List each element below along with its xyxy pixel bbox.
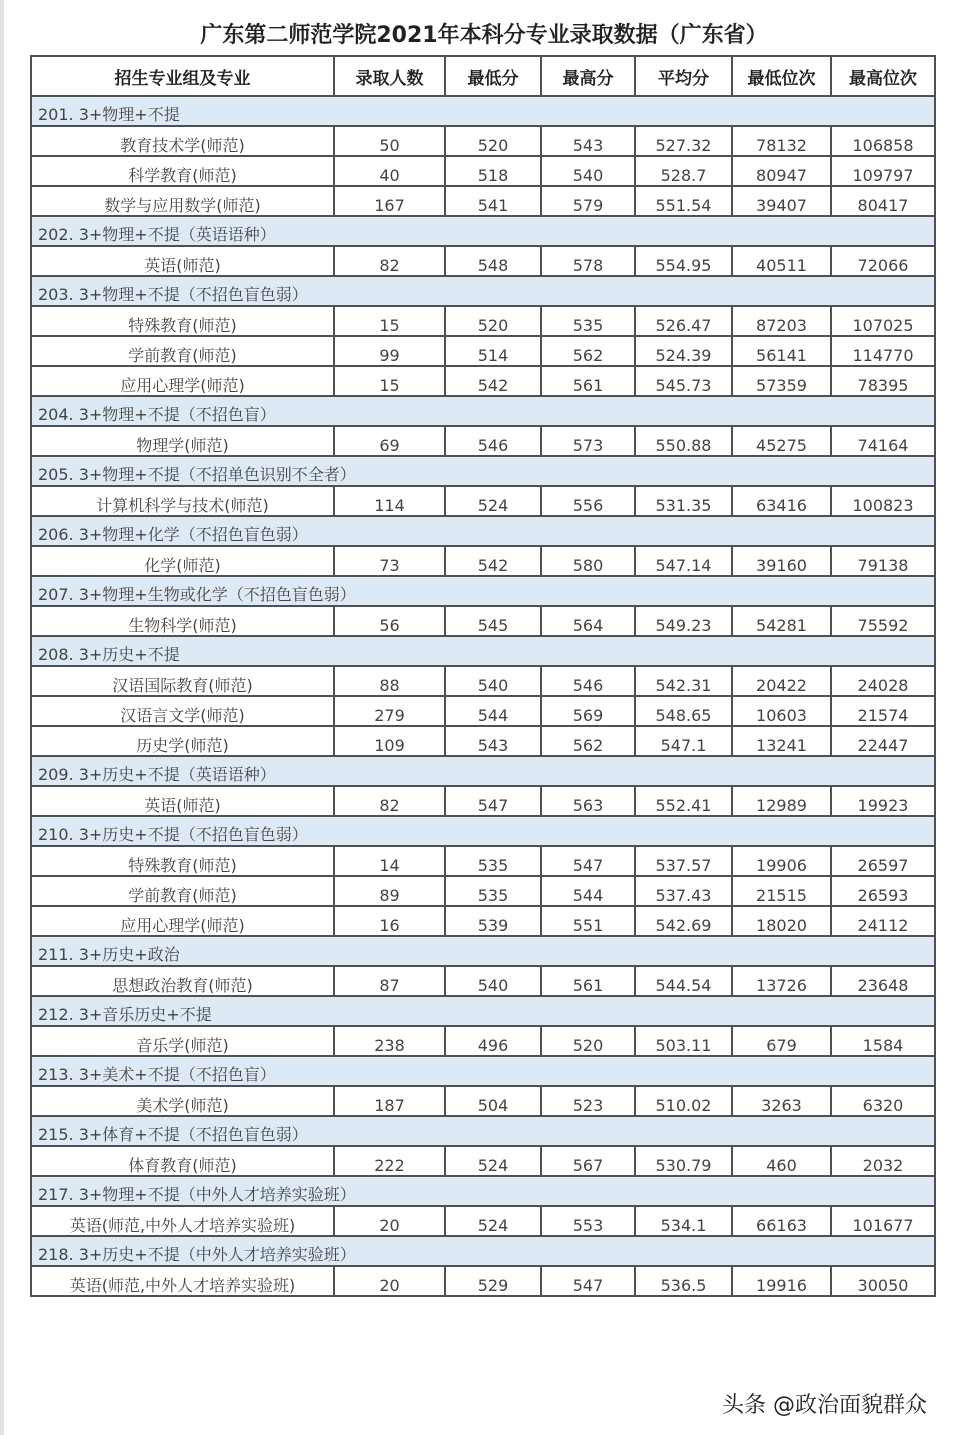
min-score-cell: 514 (445, 336, 541, 366)
group-row (31, 756, 935, 786)
max-score-cell: 535 (541, 306, 635, 336)
table-row (31, 1206, 935, 1236)
min-rank-cell: 87203 (732, 306, 831, 336)
max-rank-cell: 2032 (831, 1146, 935, 1176)
avg-score-cell: 524.39 (635, 336, 732, 366)
min-rank-cell: 19906 (732, 846, 831, 876)
table-row (31, 906, 935, 936)
column-header-min-score: 最低分 (445, 56, 541, 96)
group-row (31, 816, 935, 846)
min-score-cell: 518 (445, 156, 541, 186)
avg-score-cell: 552.41 (635, 786, 732, 816)
avg-score-cell: 510.02 (635, 1086, 732, 1116)
column-header-avg-score: 平均分 (635, 56, 732, 96)
admitted-count-cell: 187 (334, 1086, 445, 1116)
avg-score-cell: 548.65 (635, 696, 732, 726)
min-rank-cell: 39407 (732, 186, 831, 216)
max-rank-cell: 23648 (831, 966, 935, 996)
max-score-cell: 544 (541, 876, 635, 906)
major-name-cell: 历史学(师范) (31, 726, 334, 756)
min-rank-cell: 10603 (732, 696, 831, 726)
avg-score-cell: 503.11 (635, 1026, 732, 1056)
major-name-cell: 数学与应用数学(师范) (31, 186, 334, 216)
max-score-cell: 561 (541, 366, 635, 396)
major-name-cell: 计算机科学与技术(师范) (31, 486, 334, 516)
avg-score-cell: 551.54 (635, 186, 732, 216)
min-rank-cell: 18020 (732, 906, 831, 936)
admitted-count-cell: 73 (334, 546, 445, 576)
table-row (31, 426, 935, 456)
left-edge-border (0, 0, 4, 1435)
admitted-count-cell: 15 (334, 306, 445, 336)
max-score-cell: 562 (541, 726, 635, 756)
table-row (31, 1086, 935, 1116)
table-row (31, 846, 935, 876)
max-rank-cell: 75592 (831, 606, 935, 636)
min-rank-cell: 20422 (732, 666, 831, 696)
max-rank-cell: 22447 (831, 726, 935, 756)
table-row (31, 306, 935, 336)
table-row (31, 696, 935, 726)
min-score-cell: 539 (445, 906, 541, 936)
max-rank-cell: 30050 (831, 1266, 935, 1296)
max-rank-cell: 100823 (831, 486, 935, 516)
min-score-cell: 543 (445, 726, 541, 756)
avg-score-cell: 542.69 (635, 906, 732, 936)
avg-score-cell: 531.35 (635, 486, 732, 516)
table-body (31, 96, 935, 1296)
avg-score-cell: 526.47 (635, 306, 732, 336)
max-rank-cell: 101677 (831, 1206, 935, 1236)
admitted-count-cell: 20 (334, 1206, 445, 1236)
min-score-cell: 547 (445, 786, 541, 816)
max-score-cell: 547 (541, 1266, 635, 1296)
admitted-count-cell: 15 (334, 366, 445, 396)
min-rank-cell: 679 (732, 1026, 831, 1056)
group-row (31, 1116, 935, 1146)
avg-score-cell: 549.23 (635, 606, 732, 636)
table-row (31, 876, 935, 906)
group-label: 212. 3+音乐历史+不提 (31, 996, 935, 1026)
avg-score-cell: 537.57 (635, 846, 732, 876)
max-score-cell: 563 (541, 786, 635, 816)
major-name-cell: 化学(师范) (31, 546, 334, 576)
group-label: 211. 3+历史+政治 (31, 936, 935, 966)
max-score-cell: 580 (541, 546, 635, 576)
admitted-count-cell: 16 (334, 906, 445, 936)
avg-score-cell: 542.31 (635, 666, 732, 696)
min-score-cell: 535 (445, 876, 541, 906)
min-rank-cell: 80947 (732, 156, 831, 186)
min-score-cell: 524 (445, 486, 541, 516)
table-row (31, 156, 935, 186)
major-name-cell: 生物科学(师范) (31, 606, 334, 636)
max-rank-cell: 114770 (831, 336, 935, 366)
min-rank-cell: 54281 (732, 606, 831, 636)
column-header-min-rank: 最低位次 (732, 56, 831, 96)
major-name-cell: 英语(师范,中外人才培养实验班) (31, 1206, 334, 1236)
min-rank-cell: 19916 (732, 1266, 831, 1296)
table-row (31, 186, 935, 216)
max-score-cell: 569 (541, 696, 635, 726)
table-header-row (31, 56, 935, 96)
avg-score-cell: 530.79 (635, 1146, 732, 1176)
avg-score-cell: 547.1 (635, 726, 732, 756)
group-label: 207. 3+物理+生物或化学（不招色盲色弱） (31, 576, 935, 606)
min-score-cell: 540 (445, 666, 541, 696)
min-score-cell: 548 (445, 246, 541, 276)
group-label: 201. 3+物理+不提 (31, 96, 935, 126)
group-label: 210. 3+历史+不提（不招色盲色弱） (31, 816, 935, 846)
column-header-major: 招生专业组及专业 (31, 56, 334, 96)
table-row (31, 1146, 935, 1176)
max-rank-cell: 79138 (831, 546, 935, 576)
min-rank-cell: 12989 (732, 786, 831, 816)
min-score-cell: 540 (445, 966, 541, 996)
column-header-max-rank: 最高位次 (831, 56, 935, 96)
major-name-cell: 汉语言文学(师范) (31, 696, 334, 726)
group-label: 213. 3+美术+不提（不招色盲） (31, 1056, 935, 1086)
max-score-cell: 556 (541, 486, 635, 516)
max-rank-cell: 26597 (831, 846, 935, 876)
min-score-cell: 535 (445, 846, 541, 876)
max-rank-cell: 19923 (831, 786, 935, 816)
major-name-cell: 汉语国际教育(师范) (31, 666, 334, 696)
admitted-count-cell: 279 (334, 696, 445, 726)
max-score-cell: 520 (541, 1026, 635, 1056)
group-label: 218. 3+历史+不提（中外人才培养实验班） (31, 1236, 935, 1266)
major-name-cell: 学前教育(师范) (31, 336, 334, 366)
table-row (31, 1266, 935, 1296)
avg-score-cell: 550.88 (635, 426, 732, 456)
min-score-cell: 496 (445, 1026, 541, 1056)
max-rank-cell: 26593 (831, 876, 935, 906)
group-row (31, 396, 935, 426)
min-rank-cell: 39160 (732, 546, 831, 576)
max-rank-cell: 109797 (831, 156, 935, 186)
min-rank-cell: 3263 (732, 1086, 831, 1116)
max-score-cell: 579 (541, 186, 635, 216)
admitted-count-cell: 40 (334, 156, 445, 186)
group-label: 209. 3+历史+不提（英语语种） (31, 756, 935, 786)
max-rank-cell: 72066 (831, 246, 935, 276)
admitted-count-cell: 114 (334, 486, 445, 516)
group-row (31, 1236, 935, 1266)
min-rank-cell: 57359 (732, 366, 831, 396)
min-rank-cell: 66163 (732, 1206, 831, 1236)
group-label: 217. 3+物理+不提（中外人才培养实验班） (31, 1176, 935, 1206)
max-score-cell: 573 (541, 426, 635, 456)
table-row (31, 126, 935, 156)
major-name-cell: 特殊教育(师范) (31, 846, 334, 876)
major-name-cell: 应用心理学(师范) (31, 906, 334, 936)
max-rank-cell: 21574 (831, 696, 935, 726)
min-rank-cell: 460 (732, 1146, 831, 1176)
group-label: 208. 3+历史+不提 (31, 636, 935, 666)
group-row (31, 516, 935, 546)
avg-score-cell: 547.14 (635, 546, 732, 576)
max-rank-cell: 107025 (831, 306, 935, 336)
max-score-cell: 561 (541, 966, 635, 996)
table-row (31, 1026, 935, 1056)
group-row (31, 216, 935, 246)
group-label: 215. 3+体育+不提（不招色盲色弱） (31, 1116, 935, 1146)
column-header-admitted: 录取人数 (334, 56, 445, 96)
group-row (31, 1176, 935, 1206)
avg-score-cell: 554.95 (635, 246, 732, 276)
min-rank-cell: 63416 (732, 486, 831, 516)
major-name-cell: 特殊教育(师范) (31, 306, 334, 336)
major-name-cell: 科学教育(师范) (31, 156, 334, 186)
table-row (31, 246, 935, 276)
admitted-count-cell: 69 (334, 426, 445, 456)
group-row (31, 636, 935, 666)
max-rank-cell: 80417 (831, 186, 935, 216)
min-rank-cell: 45275 (732, 426, 831, 456)
major-name-cell: 美术学(师范) (31, 1086, 334, 1116)
admitted-count-cell: 14 (334, 846, 445, 876)
max-score-cell: 564 (541, 606, 635, 636)
avg-score-cell: 528.7 (635, 156, 732, 186)
min-score-cell: 544 (445, 696, 541, 726)
min-rank-cell: 13241 (732, 726, 831, 756)
max-score-cell: 540 (541, 156, 635, 186)
major-name-cell: 应用心理学(师范) (31, 366, 334, 396)
min-rank-cell: 78132 (732, 126, 831, 156)
min-score-cell: 529 (445, 1266, 541, 1296)
max-score-cell: 553 (541, 1206, 635, 1236)
group-row (31, 276, 935, 306)
min-score-cell: 504 (445, 1086, 541, 1116)
max-score-cell: 551 (541, 906, 635, 936)
min-score-cell: 542 (445, 366, 541, 396)
min-score-cell: 520 (445, 126, 541, 156)
admitted-count-cell: 82 (334, 246, 445, 276)
min-rank-cell: 13726 (732, 966, 831, 996)
group-row (31, 1056, 935, 1086)
table-row (31, 786, 935, 816)
admitted-count-cell: 20 (334, 1266, 445, 1296)
table-row (31, 666, 935, 696)
avg-score-cell: 544.54 (635, 966, 732, 996)
major-name-cell: 教育技术学(师范) (31, 126, 334, 156)
max-rank-cell: 6320 (831, 1086, 935, 1116)
column-header-max-score: 最高分 (541, 56, 635, 96)
max-score-cell: 567 (541, 1146, 635, 1176)
max-score-cell: 543 (541, 126, 635, 156)
max-rank-cell: 24112 (831, 906, 935, 936)
major-name-cell: 物理学(师范) (31, 426, 334, 456)
major-name-cell: 英语(师范) (31, 786, 334, 816)
min-score-cell: 545 (445, 606, 541, 636)
page-title: 广东第二师范学院2021年本科分专业录取数据（广东省） (200, 23, 768, 48)
table-row (31, 606, 935, 636)
table-row (31, 486, 935, 516)
admitted-count-cell: 87 (334, 966, 445, 996)
admitted-count-cell: 82 (334, 786, 445, 816)
table-row (31, 546, 935, 576)
admitted-count-cell: 50 (334, 126, 445, 156)
avg-score-cell: 534.1 (635, 1206, 732, 1236)
table-row (31, 336, 935, 366)
group-row (31, 96, 935, 126)
max-rank-cell: 1584 (831, 1026, 935, 1056)
major-name-cell: 思想政治教育(师范) (31, 966, 334, 996)
admitted-count-cell: 99 (334, 336, 445, 366)
group-row (31, 456, 935, 486)
admitted-count-cell: 167 (334, 186, 445, 216)
table-row (31, 366, 935, 396)
admission-data-table (30, 55, 936, 1297)
group-label: 205. 3+物理+不提（不招单色识别不全者） (31, 456, 935, 486)
max-rank-cell: 78395 (831, 366, 935, 396)
max-score-cell: 562 (541, 336, 635, 366)
min-rank-cell: 40511 (732, 246, 831, 276)
max-rank-cell: 106858 (831, 126, 935, 156)
admitted-count-cell: 89 (334, 876, 445, 906)
admitted-count-cell: 88 (334, 666, 445, 696)
max-score-cell: 546 (541, 666, 635, 696)
min-score-cell: 541 (445, 186, 541, 216)
admitted-count-cell: 238 (334, 1026, 445, 1056)
min-score-cell: 542 (445, 546, 541, 576)
avg-score-cell: 545.73 (635, 366, 732, 396)
admitted-count-cell: 222 (334, 1146, 445, 1176)
group-label: 206. 3+物理+化学（不招色盲色弱） (31, 516, 935, 546)
major-name-cell: 英语(师范) (31, 246, 334, 276)
avg-score-cell: 536.5 (635, 1266, 732, 1296)
group-label: 203. 3+物理+不提（不招色盲色弱） (31, 276, 935, 306)
max-score-cell: 523 (541, 1086, 635, 1116)
group-label: 202. 3+物理+不提（英语语种） (31, 216, 935, 246)
avg-score-cell: 527.32 (635, 126, 732, 156)
table-row (31, 726, 935, 756)
max-score-cell: 547 (541, 846, 635, 876)
min-score-cell: 524 (445, 1146, 541, 1176)
avg-score-cell: 537.43 (635, 876, 732, 906)
table-row (31, 966, 935, 996)
max-rank-cell: 24028 (831, 666, 935, 696)
group-row (31, 576, 935, 606)
major-name-cell: 学前教育(师范) (31, 876, 334, 906)
max-rank-cell: 74164 (831, 426, 935, 456)
admitted-count-cell: 109 (334, 726, 445, 756)
admitted-count-cell: 56 (334, 606, 445, 636)
group-label: 204. 3+物理+不提（不招色盲） (31, 396, 935, 426)
group-row (31, 936, 935, 966)
watermark: 头条 @政治面貌群众 (722, 1393, 927, 1418)
major-name-cell: 体育教育(师范) (31, 1146, 334, 1176)
min-rank-cell: 56141 (732, 336, 831, 366)
min-rank-cell: 21515 (732, 876, 831, 906)
major-name-cell: 英语(师范,中外人才培养实验班) (31, 1266, 334, 1296)
min-score-cell: 520 (445, 306, 541, 336)
max-score-cell: 578 (541, 246, 635, 276)
group-row (31, 996, 935, 1026)
min-score-cell: 546 (445, 426, 541, 456)
min-score-cell: 524 (445, 1206, 541, 1236)
major-name-cell: 音乐学(师范) (31, 1026, 334, 1056)
